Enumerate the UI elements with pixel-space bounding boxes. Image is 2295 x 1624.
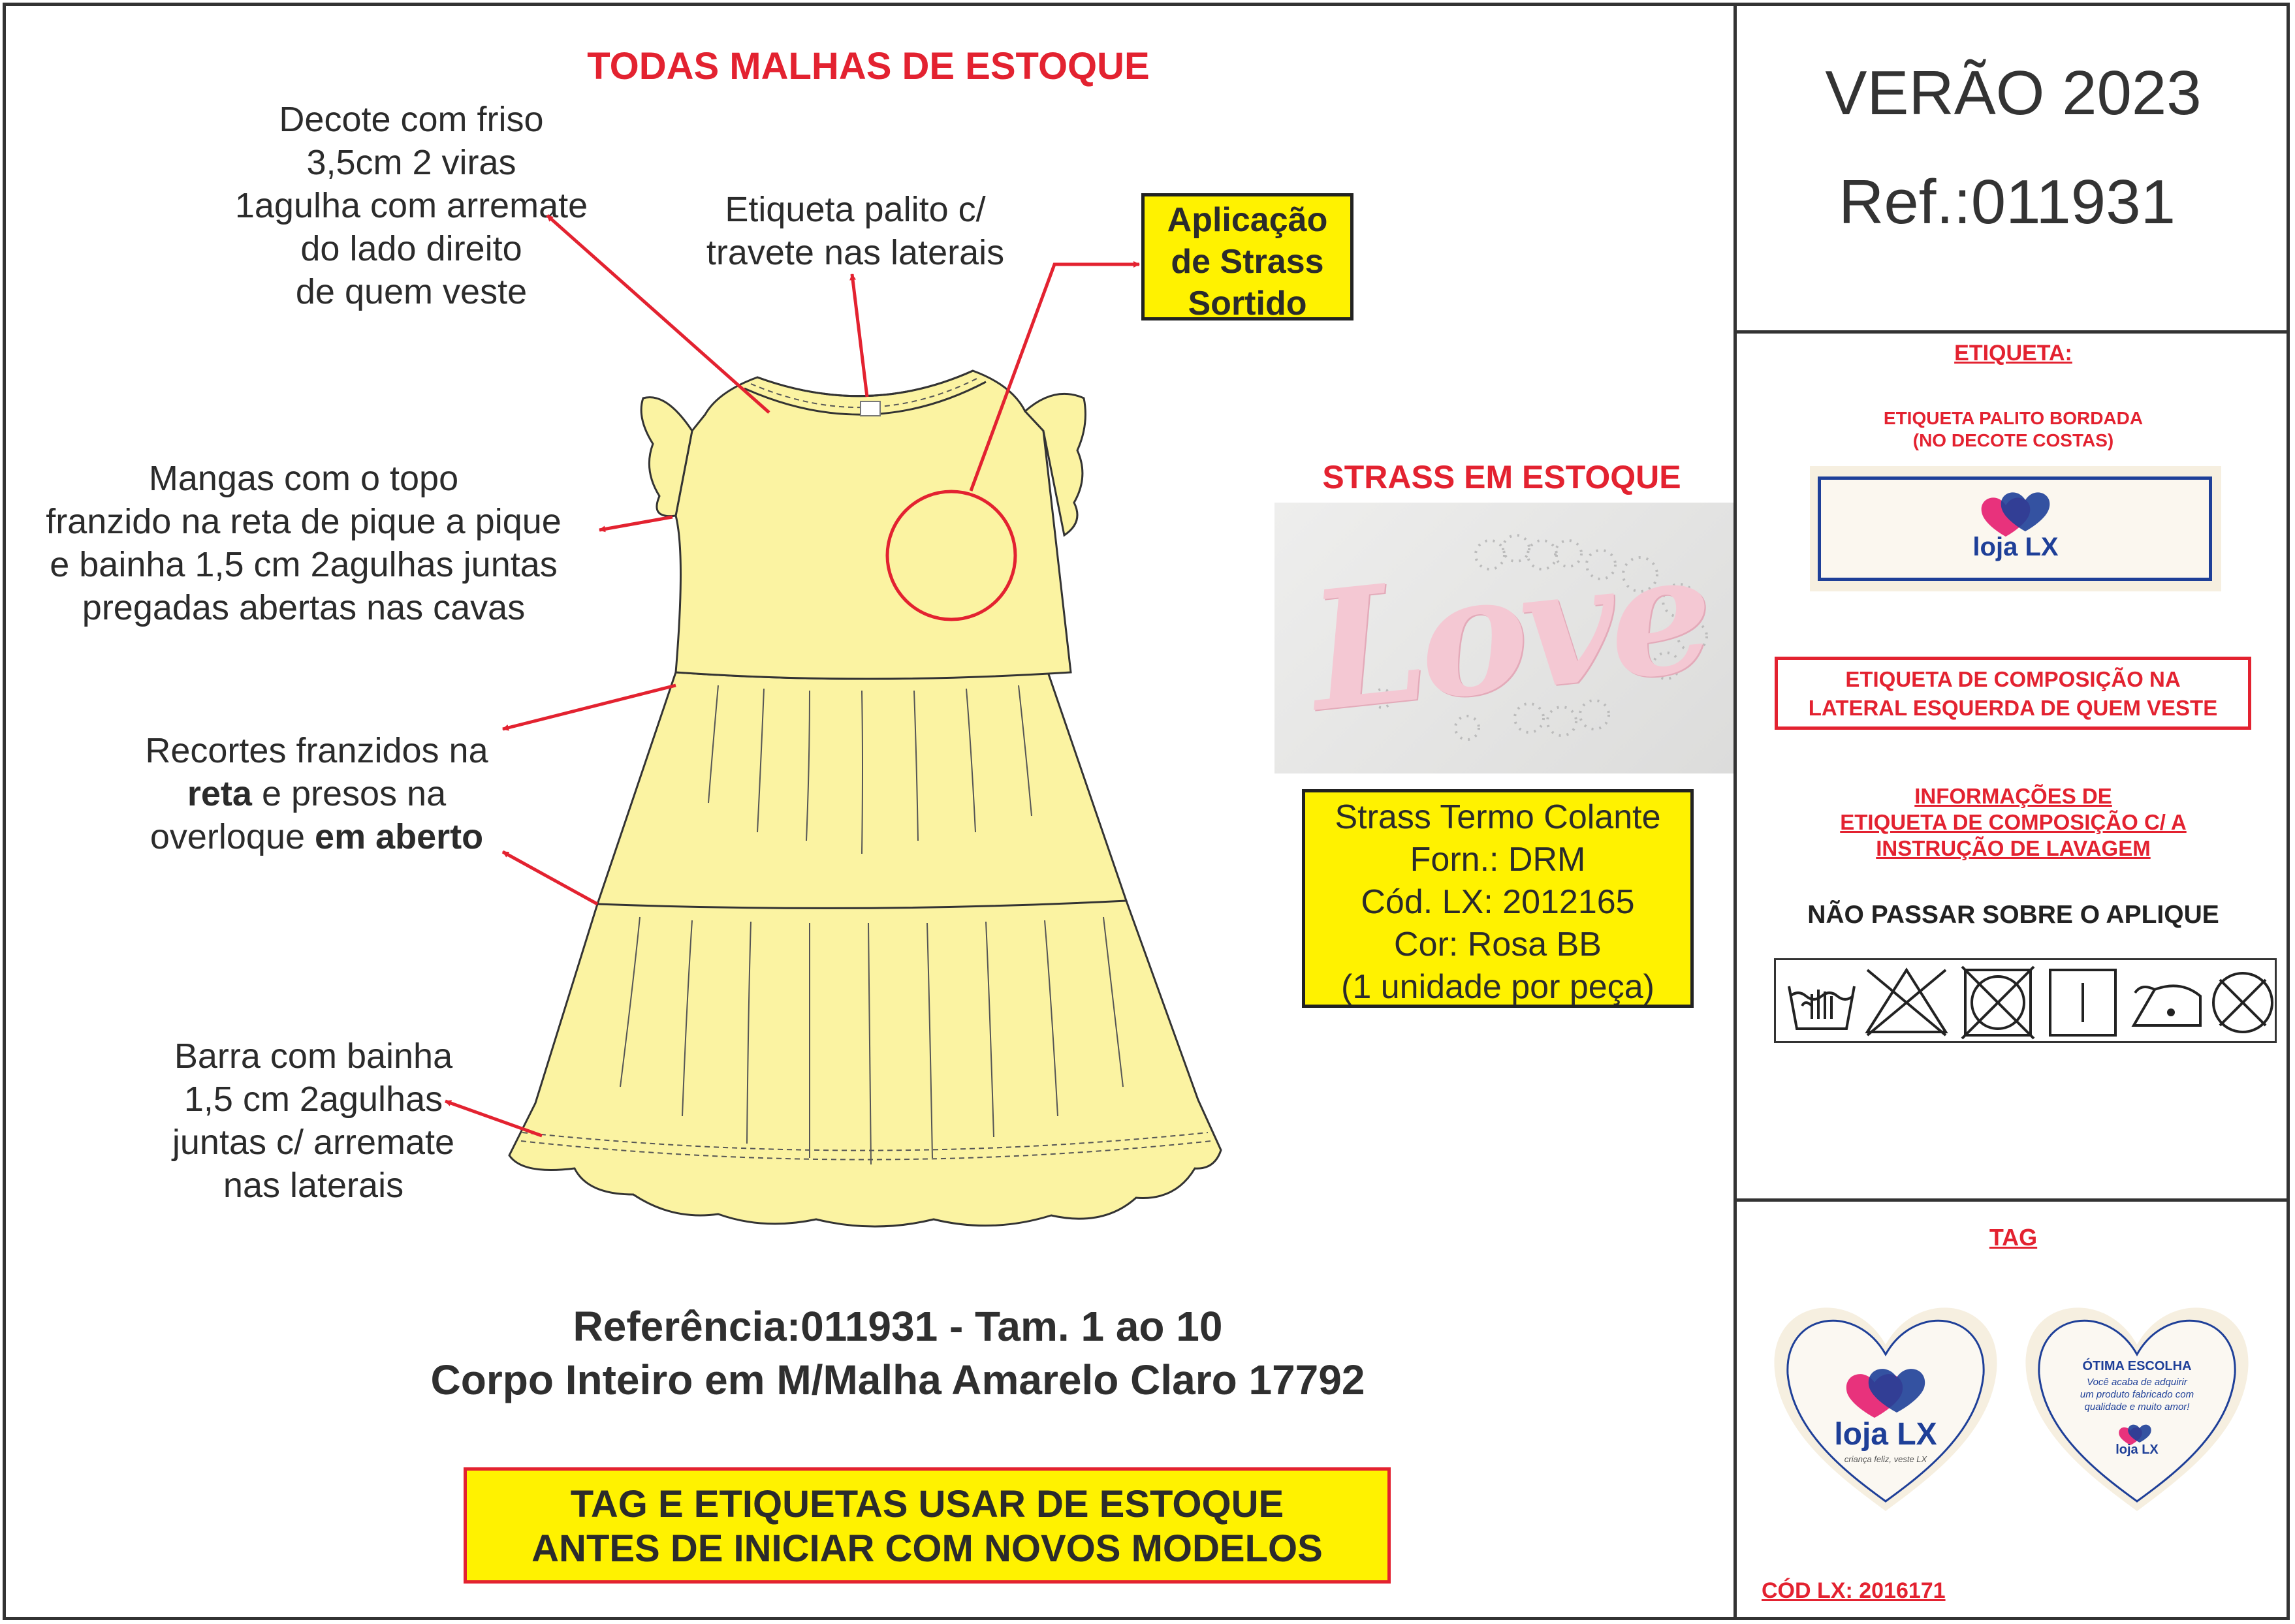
iron-low-icon bbox=[2134, 986, 2200, 1025]
etiqueta-desc: ETIQUETA PALITO BORDADA (NO DECOTE COSTAS) bbox=[1883, 408, 2144, 450]
no-tumble-dry-icon bbox=[1962, 967, 2034, 1038]
hand-wash-icon bbox=[1789, 986, 1854, 1029]
tag-back-title: ÓTIMA ESCOLHA bbox=[2082, 1359, 2192, 1373]
tag-code: CÓD LX: 2016171 bbox=[1762, 1578, 1946, 1603]
strass-photo bbox=[1274, 503, 1733, 773]
tag-front-logo-text: loja LX bbox=[1834, 1417, 1937, 1452]
tag-back bbox=[2019, 1286, 2255, 1521]
note-mangas: Mangas com o topo franzido na reta de pique a pique e bainha 1,5 cm 2agulhas juntas pregadas abertas nas cavas bbox=[46, 459, 562, 627]
label-logo-text: loja LX bbox=[1972, 533, 2059, 561]
label-preview bbox=[1810, 466, 2221, 591]
note-etiqueta-palito: Etiqueta palito c/ travete nas laterais bbox=[706, 190, 1005, 272]
care-symbols bbox=[1774, 958, 2277, 1043]
strass-title: STRASS EM ESTOQUE bbox=[1322, 459, 1681, 495]
care-info-title: INFORMAÇÕES DE ETIQUETA DE COMPOSIÇÃO C/ A INSTRUÇÃO DE LAVAGEM bbox=[1840, 784, 2187, 860]
page-title: TODAS MALHAS DE ESTOQUE bbox=[587, 45, 1150, 87]
love-applique-word: Love bbox=[1301, 516, 1716, 748]
tag-back-logo-text: loja LX bbox=[2115, 1443, 2159, 1457]
tag-front-slogan: criança feliz, veste LX bbox=[1844, 1454, 1927, 1464]
reference-line-1: Referência:011931 - Tam. 1 ao 10 bbox=[573, 1303, 1223, 1350]
etiqueta-title: ETIQUETA: bbox=[1954, 341, 2072, 366]
tag-title: TAG bbox=[1989, 1224, 2038, 1251]
note-barra: Barra com bainha 1,5 cm 2agulhas juntas c/ arremate nas laterais bbox=[172, 1037, 455, 1205]
note-decote: Decote com friso 3,5cm 2 viras 1agulha com arremate do lado direito de quem veste bbox=[234, 100, 588, 311]
reference-line-2: Corpo Inteiro em M/Malha Amarelo Claro 17792 bbox=[430, 1356, 1365, 1403]
heart-tag-front-icon bbox=[1768, 1286, 2003, 1521]
no-bleach-icon bbox=[1867, 970, 1946, 1035]
line-dry-icon bbox=[2050, 970, 2115, 1035]
strass-application-label: Aplicação de Strass Sortido bbox=[1141, 193, 1353, 320]
no-iron-warning: NÃO PASSAR SOBRE O APLIQUE bbox=[1807, 901, 2219, 929]
no-dry-clean-icon bbox=[2213, 973, 2272, 1032]
strass-info-box: Strass Termo Colante Forn.: DRM Cód. LX: 2012165 Cor: Rosa BB (1 unidade por peça) bbox=[1302, 789, 1694, 1008]
care-symbols-icons bbox=[1776, 960, 2279, 1045]
loja-lx-logo-icon bbox=[1810, 466, 2221, 591]
tag-front bbox=[1768, 1286, 2003, 1521]
season-label: VERÃO 2023 bbox=[1825, 58, 2202, 128]
note-recortes: Recortes franzidos na reta e presos na overloque em aberto bbox=[145, 731, 488, 856]
reference-code: Ref.:011931 bbox=[1839, 167, 2176, 237]
warning-box: TAG E ETIQUETAS USAR DE ESTOQUE ANTES DE INICIAR COM NOVOS MODELOS bbox=[464, 1467, 1391, 1584]
tag-back-message: Você acaba de adquirir um produto fabricado com qualidade e muito amor! bbox=[2080, 1377, 2194, 1413]
composition-label-note: ETIQUETA DE COMPOSIÇÃO NA LATERAL ESQUERDA DE QUEM VESTE bbox=[1775, 657, 2251, 730]
